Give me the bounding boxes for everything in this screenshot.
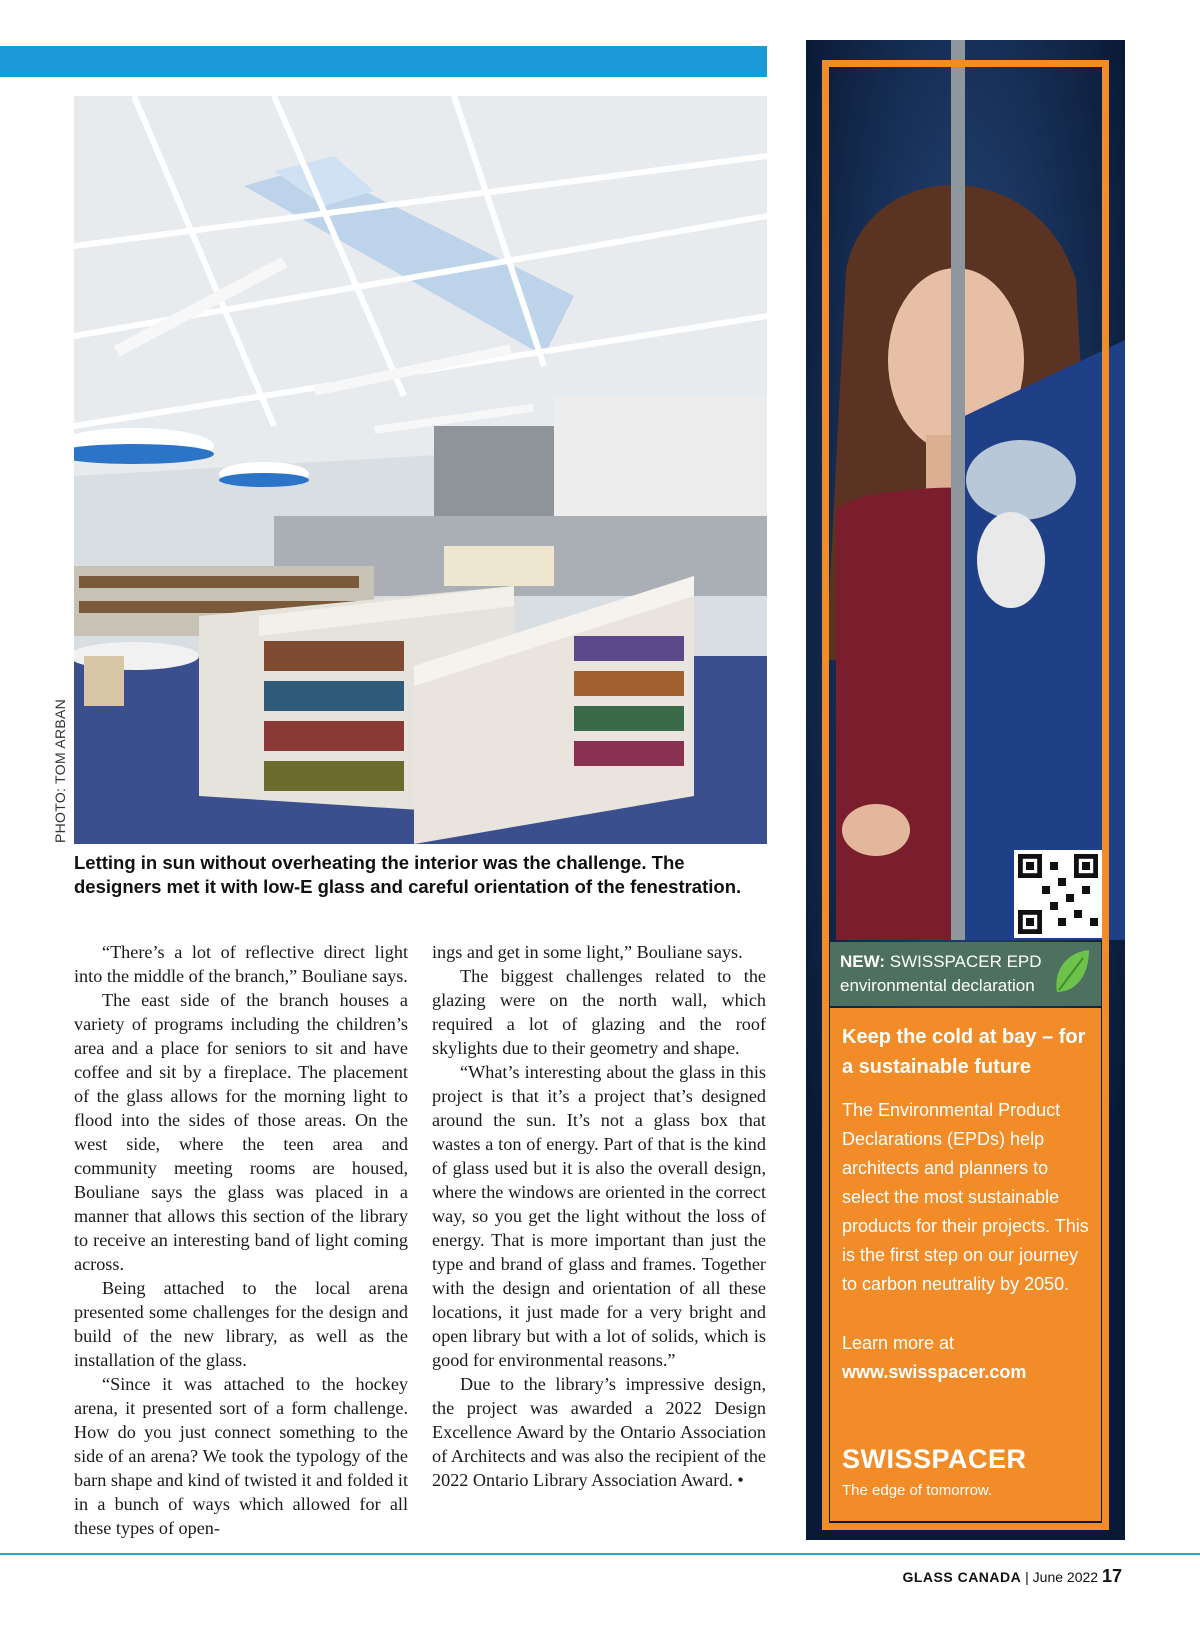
- learn-more-text: Learn more at: [842, 1333, 955, 1353]
- ad-body: The Environmental Product Declarations (EPDs) help architects and planners to select the most sustainable products for their projects. This is the first step on our journey to carbon neutrality by 2050.: [842, 1100, 1089, 1294]
- new-label: NEW:: [840, 952, 886, 971]
- paragraph: “There’s a lot of reflective direct light into the middle of the branch,” Bouliane says.: [74, 942, 408, 986]
- leaf-icon: [1051, 948, 1091, 996]
- top-color-bar: [0, 46, 767, 77]
- magazine-name: GLASS CANADA: [902, 1569, 1022, 1585]
- article-column-2: [432, 940, 766, 1492]
- footer-rule: [0, 1553, 1200, 1555]
- paragraph: ings and get in some light,” Bouliane says.: [432, 942, 743, 962]
- issue-date: June 2022: [1032, 1569, 1099, 1585]
- epd-banner: [830, 942, 1101, 1006]
- footer-separator: |: [1025, 1569, 1029, 1585]
- photo-caption: Letting in sun without overheating the interior was the challenge. The designers met it with low-E glass and careful orientation of the fenestration.: [74, 852, 742, 897]
- epd-text: SWISSPACER EPD environmental declaration: [840, 952, 1042, 995]
- paragraph: “What’s interesting about the glass in this project is that it’s a project that’s designed around the sun. It’s not a glass box that wastes a ton of energy. Part of that is the kind of glass used but it is also the overall design, where the windows are oriented in the correct way, so you get the light without the loss of energy. That is more important than just the type and brand of glass and frames. Together with the design and orientation of all these locations, it just made for a very bright and open library but with a lot of solids, which is good for environmental reasons.”: [432, 1062, 766, 1370]
- ad-website-link[interactable]: www.swisspacer.com: [842, 1362, 1027, 1382]
- paragraph: Being attached to the local arena presented some challenges for the design and build of the new library, as well as the installation of the glass.: [74, 1278, 408, 1370]
- library-photo-illustration: [74, 96, 767, 844]
- paragraph: Due to the library’s impressive design, the project was awarded a 2022 Design Excellence Award by the Ontario Association of Architects and was also the recipient of the 2022 Ontario Library Association Award. •: [432, 1374, 766, 1490]
- library-interior-photo: [74, 96, 767, 844]
- page-footer: [902, 1566, 1122, 1587]
- brand-tagline: The edge of tomorrow.: [842, 1482, 993, 1499]
- ad-headline: Keep the cold at bay – for a sustainable future: [842, 1026, 1086, 1078]
- paragraph: The east side of the branch houses a variety of programs including the children’s area and a place for seniors to sit and have coffee and sit by a fireplace. The placement of the glass allows for the morning light to flood into the sides of those areas. On the west side, where the teen area and community meeting rooms are housed, Bouliane says the glass was placed in a manner that allows this section of the library to receive an interesting band of light coming across.: [74, 990, 408, 1274]
- swisspacer-advertisement[interactable]: [806, 40, 1125, 1540]
- page-number: 17: [1101, 1566, 1122, 1586]
- paragraph: The biggest challenges related to the glazing were on the north wall, which required a lot of glazing and the roof skylights due to their geometry and shape.: [432, 966, 766, 1058]
- paragraph: “Since it was attached to the hockey arena, it presented sort of a form challenge. How do you just connect something to the side of an arena? We took the typology of the barn shape and kind of twisted it and folded it in a bunch of ways which allowed for all these types of open-: [74, 1374, 408, 1538]
- ad-copy-panel: [830, 1008, 1101, 1521]
- article-column-1: [74, 940, 408, 1540]
- photo-credit: PHOTO: TOM ARBAN: [52, 698, 68, 843]
- brand-logo: SWISSPACER: [842, 1444, 1027, 1474]
- qr-code-icon[interactable]: [1014, 850, 1102, 938]
